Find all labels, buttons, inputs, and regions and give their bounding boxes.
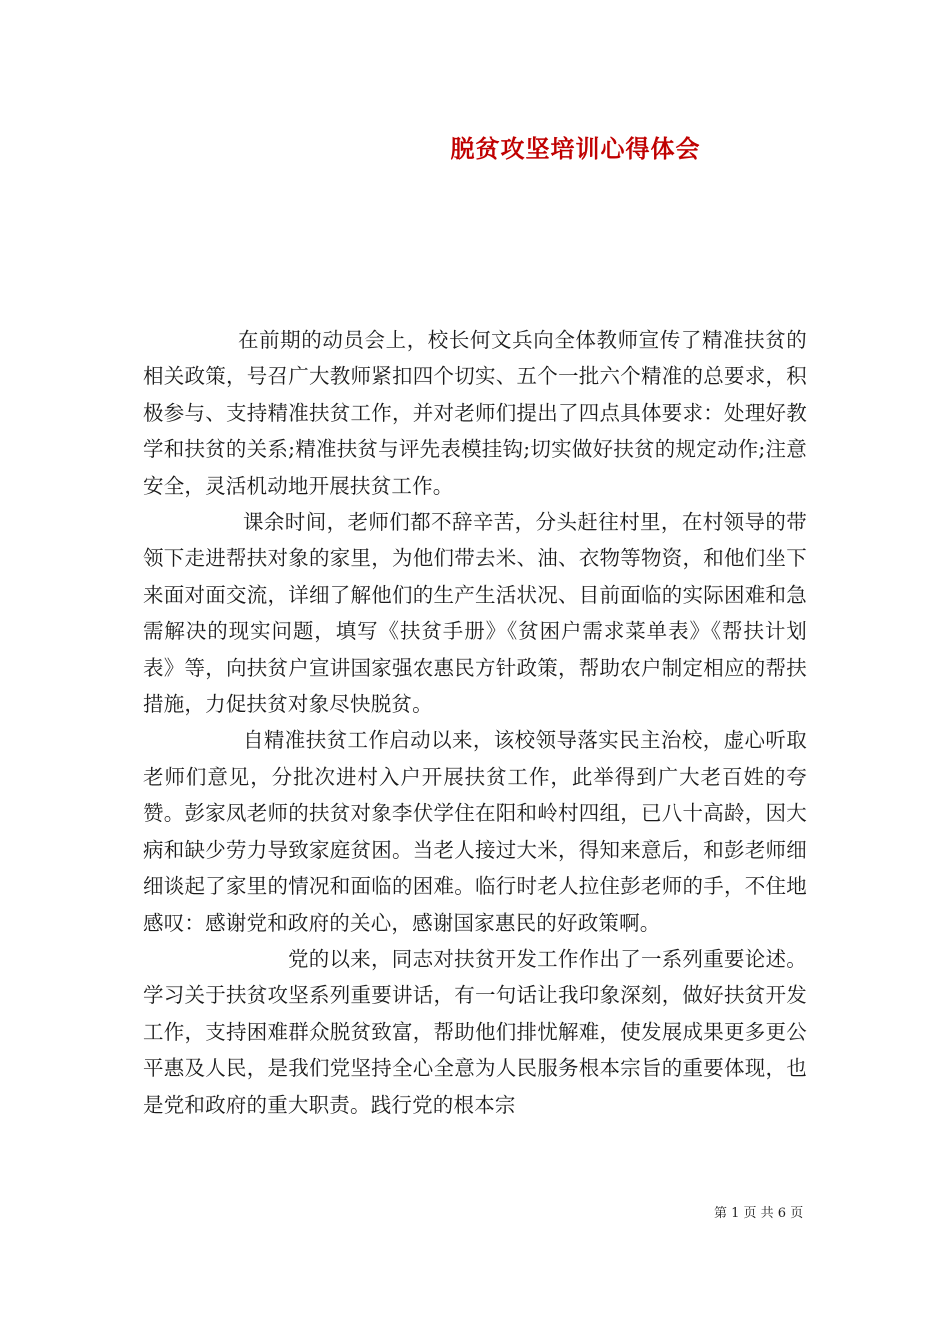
- page-number: 第 1 页 共 6 页: [714, 1206, 804, 1221]
- paragraph-1: 在前期的动员会上，校长何文兵向全体教师宣传了精准扶贫的相关政策，号召广大教师紧扣四个切实、五个一批六个精准的总要求，积极参与、支持精准扶贫工作，并对老师们提出了四点具体要求：处理好教学和扶贫的关系;精准扶贫与评先表模挂钩;切实做好扶贫的规定动作;注意安全，灵活机动地开展扶贫工作。: [143, 328, 807, 498]
- document-body: [143, 322, 807, 1123]
- paragraph-2: 课余时间，老师们都不辞辛苦，分头赶往村里，在村领导的带领下走进帮扶对象的家里，为他们带去米、油、衣物等物资，和他们坐下来面对面交流，详细了解他们的生产生活状况、目前面临的实际困难和急需解决的现实问题，填写《扶贫手册》《贫困户需求菜单表》《帮扶计划表》等，向扶贫户宣讲国家强农惠民方针政策，帮助农户制定相应的帮扶措施，力促扶贫对象尽快脱贫。: [143, 510, 807, 717]
- paragraph-4: 党的以来，同志对扶贫开发工作作出了一系列重要论述。学习关于扶贫攻坚系列重要讲话，有一句话让我印象深刻，做好扶贫开发工作，支持困难群众脱贫致富，帮助他们排忧解难，使发展成果更多更公平惠及人民，是我们党坚持全心全意为人民服务根本宗旨的重要体现，也是党和政府的重大职责。践行党的根本宗: [143, 946, 807, 1117]
- document-title: [0, 133, 950, 165]
- paragraph-3: 自精准扶贫工作启动以来，该校领导落实民主治校，虚心听取老师们意见，分批次进村入户开展扶贫工作，此举得到广大老百姓的夸赞。彭家凤老师的扶贫对象李伏学住在阳和岭村四组，已八十高龄，因大病和缺少劳力导致家庭贫困。当老人接过大米，得知来意后，和彭老师细细谈起了家里的情况和面临的困难。临行时老人拉住彭老师的手，不住地感叹：感谢党和政府的关心，感谢国家惠民的好政策啊。: [143, 728, 807, 935]
- document-title-text: 脱贫攻坚培训心得体会: [450, 135, 701, 163]
